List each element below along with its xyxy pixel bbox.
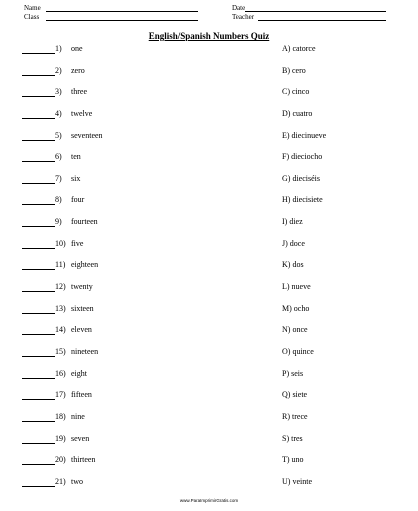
quiz-row (0, 107, 418, 129)
spanish-option: C) cinco (282, 87, 310, 97)
quiz-row (0, 129, 418, 151)
quiz-row (0, 193, 418, 215)
answer-blank[interactable] (22, 291, 55, 292)
quiz-rows (0, 42, 418, 496)
spanish-option: N) once (282, 325, 308, 335)
answer-blank[interactable] (22, 443, 55, 444)
quiz-row (0, 367, 418, 389)
spanish-option: P) seis (282, 368, 304, 378)
english-word: twelve (71, 108, 93, 118)
english-word: eighteen (71, 260, 99, 270)
answer-blank[interactable] (22, 399, 55, 400)
spanish-option: U) veinte (282, 476, 312, 486)
english-word: eleven (71, 325, 92, 335)
answer-blank[interactable] (22, 356, 55, 357)
english-word: seventeen (71, 130, 103, 140)
spanish-option: Q) siete (282, 390, 308, 400)
question-number: 14) (55, 325, 66, 335)
quiz-row (0, 85, 418, 107)
question-number: 2) (55, 65, 62, 75)
answer-blank[interactable] (22, 53, 55, 54)
answer-blank[interactable] (22, 75, 55, 76)
answer-blank[interactable] (22, 378, 55, 379)
quiz-row (0, 42, 418, 64)
question-number: 15) (55, 346, 66, 356)
english-word: three (71, 87, 87, 97)
english-word: ten (71, 152, 81, 162)
quiz-row (0, 237, 418, 259)
answer-blank[interactable] (22, 334, 55, 335)
spanish-option: I) diez (282, 217, 303, 227)
english-word: nine (71, 411, 85, 421)
spanish-option: S) tres (282, 433, 303, 443)
name-label: Name (24, 4, 41, 12)
answer-blank[interactable] (22, 183, 55, 184)
class-field[interactable] (46, 20, 198, 21)
spanish-option: D) cuatro (282, 108, 313, 118)
quiz-row (0, 453, 418, 475)
question-number: 20) (55, 455, 66, 465)
quiz-row (0, 475, 418, 497)
quiz-title: English/Spanish Numbers Quiz (148, 31, 270, 41)
question-number: 8) (55, 195, 62, 205)
name-field[interactable] (46, 11, 198, 12)
question-number: 4) (55, 108, 62, 118)
spanish-option: H) diecisiete (282, 195, 323, 205)
quiz-row (0, 150, 418, 172)
quiz-row (0, 172, 418, 194)
english-word: one (71, 44, 83, 53)
spanish-option: E) diecinueve (282, 130, 327, 140)
english-word: four (71, 195, 85, 205)
quiz-row (0, 258, 418, 280)
answer-blank[interactable] (22, 96, 55, 97)
spanish-option: J) doce (282, 238, 305, 248)
answer-blank[interactable] (22, 248, 55, 249)
spanish-option: G) dieciséis (282, 173, 320, 183)
question-number: 1) (55, 44, 62, 53)
spanish-option: R) trece (282, 411, 308, 421)
question-number: 19) (55, 433, 66, 443)
answer-blank[interactable] (22, 313, 55, 314)
teacher-field[interactable] (258, 20, 386, 21)
answer-blank[interactable] (22, 464, 55, 465)
question-number: 17) (55, 390, 66, 400)
question-number: 10) (55, 238, 66, 248)
date-label: Date (232, 4, 246, 12)
answer-blank[interactable] (22, 421, 55, 422)
english-word: six (71, 173, 81, 183)
english-word: five (71, 238, 84, 248)
english-word: thirteen (71, 455, 96, 465)
question-number: 9) (55, 217, 62, 227)
answer-blank[interactable] (22, 204, 55, 205)
footer-url: www.ParaImprimirGratis.com (179, 498, 239, 503)
question-number: 11) (55, 260, 66, 270)
english-word: fourteen (71, 217, 98, 227)
answer-blank[interactable] (22, 118, 55, 119)
answer-blank[interactable] (22, 140, 55, 141)
teacher-label: Teacher (232, 13, 255, 21)
question-number: 16) (55, 368, 66, 378)
spanish-option: A) catorce (282, 44, 316, 53)
quiz-row (0, 345, 418, 367)
quiz-row (0, 280, 418, 302)
answer-blank[interactable] (22, 226, 55, 227)
date-field[interactable] (245, 11, 386, 12)
quiz-row (0, 323, 418, 345)
question-number: 12) (55, 282, 66, 292)
english-word: fifteen (71, 390, 92, 400)
spanish-option: T) uno (282, 455, 304, 465)
english-word: two (71, 476, 83, 486)
question-number: 3) (55, 87, 62, 97)
quiz-row (0, 388, 418, 410)
spanish-option: K) dos (282, 260, 304, 270)
question-number: 6) (55, 152, 62, 162)
spanish-option: L) nueve (282, 282, 311, 292)
question-number: 7) (55, 173, 62, 183)
english-word: nineteen (71, 346, 99, 356)
english-word: zero (71, 65, 85, 75)
quiz-row (0, 410, 418, 432)
spanish-option: F) dieciocho (282, 152, 323, 162)
class-label: Class (24, 13, 40, 21)
question-number: 5) (55, 130, 62, 140)
answer-blank[interactable] (22, 486, 55, 487)
english-word: eight (71, 368, 87, 378)
spanish-option: O) quince (282, 346, 314, 356)
quiz-row (0, 215, 418, 237)
answer-blank[interactable] (22, 161, 55, 162)
spanish-option: M) ocho (282, 303, 310, 313)
question-number: 13) (55, 303, 66, 313)
english-word: seven (71, 433, 90, 443)
english-word: twenty (71, 282, 93, 292)
quiz-row (0, 64, 418, 86)
question-number: 21) (55, 476, 66, 486)
quiz-row (0, 302, 418, 324)
question-number: 18) (55, 411, 66, 421)
quiz-row (0, 432, 418, 454)
answer-blank[interactable] (22, 269, 55, 270)
english-word: sixteen (71, 303, 94, 313)
spanish-option: B) cero (282, 65, 306, 75)
